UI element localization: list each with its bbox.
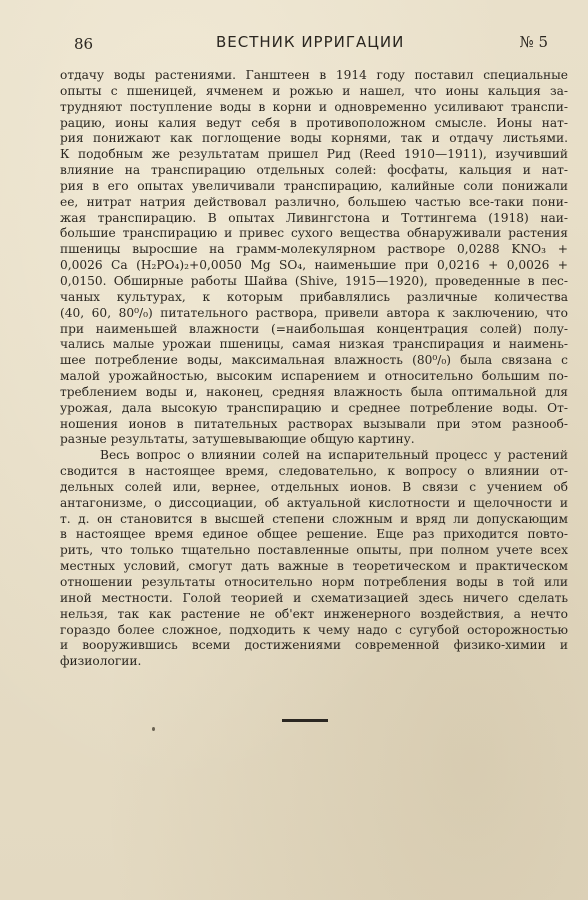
text-line: малой урожайностью, высоким испарением и относительно большим по- xyxy=(60,369,568,384)
text-line: физиологии. xyxy=(60,654,142,669)
issue-number: № 5 xyxy=(519,33,548,51)
text-line: при наименьшей влажности (=наибольшая концентрация солей) полу- xyxy=(60,321,568,336)
text-line: трудняют поступление воды в корни и одновременно усиливают транспи- xyxy=(60,99,568,114)
text-line: дельных солей или, вернее, отдельных ионов. В связи с учением об xyxy=(60,479,568,494)
text-line: шее потребление воды, максимальная влажность (80⁰/₀) была связана с xyxy=(60,353,568,368)
text-line: чались малые урожаи пшеницы, самая низкая транспирация и наимень- xyxy=(60,337,568,352)
text-line: рацию, ионы калия ведут себя в противоположном смысле. Ионы нат- xyxy=(60,115,568,130)
text-line: отдачу воды растениями. Ганштеен в 1914 году поставил специальные xyxy=(60,68,568,82)
journal-title: ВЕСТНИК ИРРИГАЦИИ xyxy=(216,33,405,51)
text-line: влияние на транспирацию отдельных солей: фосфаты, кальция и нат- xyxy=(60,163,568,178)
article-body xyxy=(60,68,568,670)
running-header xyxy=(74,33,548,55)
text-line: сводится в настоящее время, следовательно, к вопросу о влиянии от- xyxy=(60,464,568,479)
text-line: и вооружившись всеми достижениями современной физико-химии и xyxy=(60,638,568,653)
text-line: т. д. он становится в высшей степени сложным и вряд ли допускающим xyxy=(60,511,568,526)
text-line: иной местности. Голой теорией и схематизацией здесь ничего сделать xyxy=(60,590,568,605)
text-line: рия понижают как поглощение воды корнями, так и отдачу листьями. xyxy=(60,131,568,146)
text-line: 0,0150. Обширные работы Шайва (Shive, 1915—1920), проведенные в пес- xyxy=(60,273,568,288)
text-line: разные результаты, затушевывающие общую картину. xyxy=(60,432,415,447)
paragraph-1 xyxy=(60,68,568,448)
ink-speck xyxy=(152,727,155,731)
text-line: нельзя, так как растение не об'ект инженерного воздействия, а нечто xyxy=(60,606,568,621)
text-line: треблением воды и, наконец, средняя влажность была оптимальной для xyxy=(60,384,568,399)
text-line: отношении результаты относительно норм потребления воды в той или xyxy=(60,575,568,589)
text-line: (40, 60, 80⁰/₀) питательного раствора, привели автора к заключению, что xyxy=(60,305,568,320)
paragraph-2 xyxy=(60,448,568,670)
text-line: ношения ионов в питательных растворах вызывали при этом разнооб- xyxy=(60,416,568,431)
text-line: жая транспирацию. В опытах Ливингстона и Тоттингема (1918) наи- xyxy=(60,210,568,225)
text-line: рия в его опытах увеличивали транспирацию, калийные соли понижали xyxy=(60,178,568,193)
text-line: местных условий, смогут дать важные в теоретическом и практическом xyxy=(60,559,568,574)
closing-rule xyxy=(282,719,328,722)
text-line: антагонизме, о диссоциации, об актуальной кислотности и щелочности и xyxy=(60,495,568,510)
text-line: в настоящее время единое общее решение. Еще раз приходится повто- xyxy=(60,527,568,542)
page-number: 86 xyxy=(74,35,94,53)
text-line: ее, нитрат натрия действовал различно, большею частью все-таки пони- xyxy=(60,194,568,209)
text-line: Весь вопрос о влиянии солей на испарительный процесс у растений xyxy=(100,448,568,463)
text-line: 0,0026 Ca (H₂PO₄)₂+0,0050 Mg SO₄, наименьшие при 0,0216 + 0,0026 + xyxy=(60,258,568,273)
text-line: пшеницы выросшие на грамм-молекулярном растворе 0,0288 KNO₃ + xyxy=(60,242,568,257)
text-line: рить, что только тщательно поставленные опыты, при полном учете всех xyxy=(60,543,568,558)
text-line: урожая, дала высокую транспирацию и среднее потребление воды. От- xyxy=(60,400,568,415)
text-line: опыты с пшеницей, ячменем и рожью и нашел, что ионы кальция за- xyxy=(60,83,568,98)
text-line: большие транспирацию и привес сухого вещества обнаруживали растения xyxy=(60,226,568,241)
text-line: К подобным же результатам пришел Рид (Reed 1910—1911), изучивший xyxy=(60,147,568,162)
text-line: чаных культурах, к которым прибавлялись различные количества xyxy=(60,289,568,304)
text-line: гораздо более сложное, подходить к чему надо с сугубой осторожностью xyxy=(60,622,568,637)
